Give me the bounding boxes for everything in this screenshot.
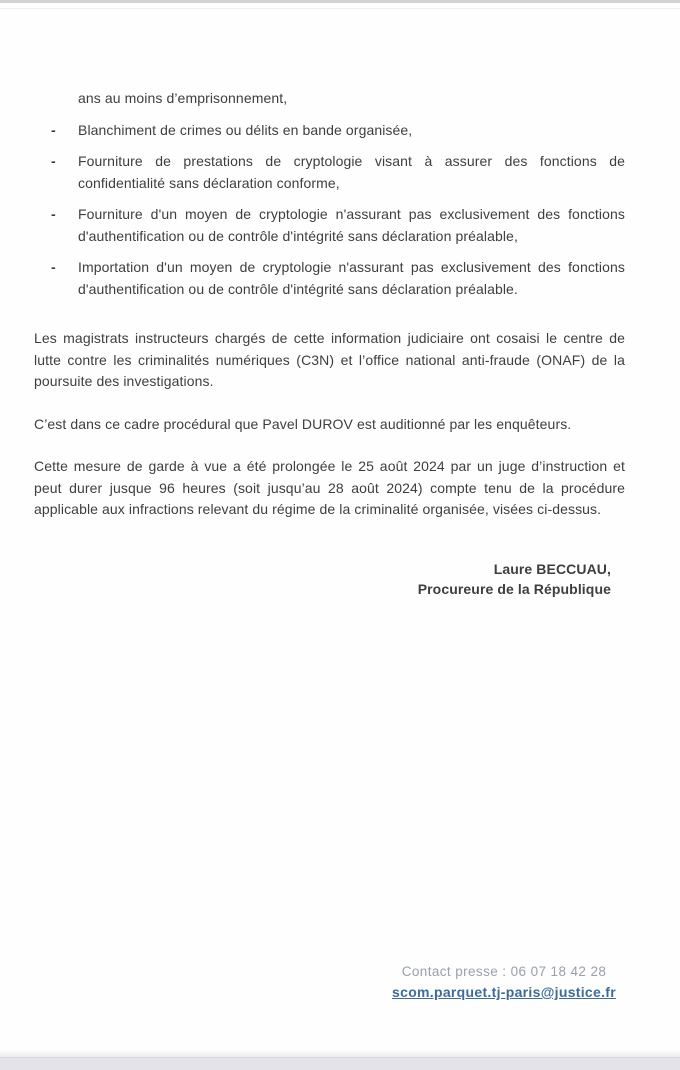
dash-bullet: - [51, 121, 56, 138]
bottom-edge-strip [0, 1057, 680, 1070]
dash-bullet: - [51, 206, 56, 222]
paragraph-garde-a-vue: Cette mesure de garde à vue a été prolongée le 25 août 2024 par un juge d’instruction et peut durer jusque 96 heures (soit jusqu’au 28 août 2024) compte tenu de la procédure applicable aux infractions relevant du régime de la criminalité organisée, visées ci-dessus. [34, 458, 625, 517]
charge-text: Fourniture d'un moyen de cryptologie n'assurant pas exclusivement des fonctions d'authentification ou de contrôle d'intégrité sans déclaration préalable, [78, 206, 625, 244]
charge-text: Blanchiment de crimes ou délits en bande organisée, [78, 121, 413, 138]
charge-item-fourniture-prestations [34, 151, 625, 194]
signatory-name: Laure BECCUAU, [493, 560, 611, 577]
dash-bullet: - [51, 153, 56, 169]
press-contact-phone: Contact presse : 06 07 18 42 28 [401, 964, 607, 979]
charge-item-fourniture-moyen [34, 204, 625, 247]
bullet-continuation-line: ans au moins d’emprisonnement, [78, 90, 288, 106]
signatory-title: Procureure de la République [417, 580, 611, 597]
charge-item-importation-moyen [34, 257, 625, 300]
charge-text: Importation d'un moyen de cryptologie n'assurant pas exclusivement des fonctions d'authentification ou de contrôle d'intégrité sans déclaration préalable. [78, 259, 625, 297]
dash-bullet: - [51, 259, 56, 275]
paragraph-magistrats: Les magistrats instructeurs chargés de cette information judiciaire ont cosaisi le centre de lutte contre les criminalités numériques (C3N) et l’office national anti-fraude (ONAF) de la poursuite des investigations. [34, 330, 625, 389]
press-contact-block [392, 962, 616, 1002]
charge-item-blanchiment [34, 120, 625, 142]
charges-list [34, 120, 625, 301]
charge-text: Fourniture de prestations de cryptologie visant à assurer des fonctions de confidentialité sans déclaration conforme, [78, 153, 625, 191]
paragraph-durov-audition: C’est dans ce cadre procédural que Pavel DUROV est auditionné par les enquêteurs. [34, 415, 572, 432]
press-contact-email-link[interactable]: scom.parquet.tj-paris@justice.fr [392, 984, 616, 1000]
signature-block [34, 559, 625, 599]
